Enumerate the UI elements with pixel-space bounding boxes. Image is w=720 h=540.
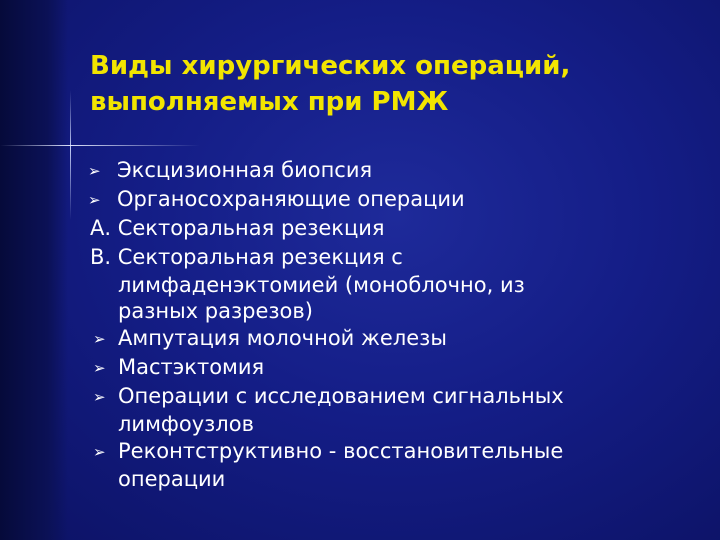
slide-title <box>90 48 690 120</box>
left-shadow-band <box>0 0 68 540</box>
decorative-horizontal-line <box>0 145 200 146</box>
list-item-text: А. Секторальная резекция <box>90 216 385 240</box>
arrowhead-bullet-icon: ➢ <box>93 359 106 377</box>
arrowhead-bullet-icon: ➢ <box>93 388 106 406</box>
list-item-text: Реконтструктивно - восстановительные <box>118 439 564 463</box>
arrowhead-bullet-icon: ➢ <box>88 191 101 209</box>
list-item <box>90 353 710 382</box>
list-item-text: Мастэктомия <box>118 355 265 379</box>
list-item <box>90 156 710 185</box>
list-item-text-continued: разных разрезов) <box>118 299 313 323</box>
list-item <box>90 214 710 243</box>
slide-title-line: выполняемых при РМЖ <box>90 87 449 117</box>
list-item-text: Органосохраняющие операции <box>117 187 465 211</box>
arrowhead-bullet-icon: ➢ <box>88 162 101 180</box>
arrowhead-bullet-icon: ➢ <box>93 443 106 461</box>
list-item <box>90 243 710 324</box>
list-item-text: Операции с исследованием сигнальных <box>118 384 564 408</box>
list-item <box>90 437 710 492</box>
slide-title-line: Виды хирургических операций, <box>90 51 571 81</box>
list-item-text-continued: лимфаденэктомией (моноблочно, из <box>118 273 525 297</box>
list-item <box>90 324 710 353</box>
list-item-text-continued: операции <box>118 467 226 491</box>
list-item-text: Эксцизионная биопсия <box>117 158 373 182</box>
bullet-list <box>90 156 710 492</box>
decorative-vertical-line <box>70 90 71 220</box>
list-item-text: В. Секторальная резекция с <box>90 245 403 269</box>
list-item <box>90 382 710 437</box>
list-item-text-continued: лимфоузлов <box>118 412 254 436</box>
list-item-text: Ампутация молочной железы <box>118 326 447 350</box>
arrowhead-bullet-icon: ➢ <box>93 330 106 348</box>
list-item <box>90 185 710 214</box>
